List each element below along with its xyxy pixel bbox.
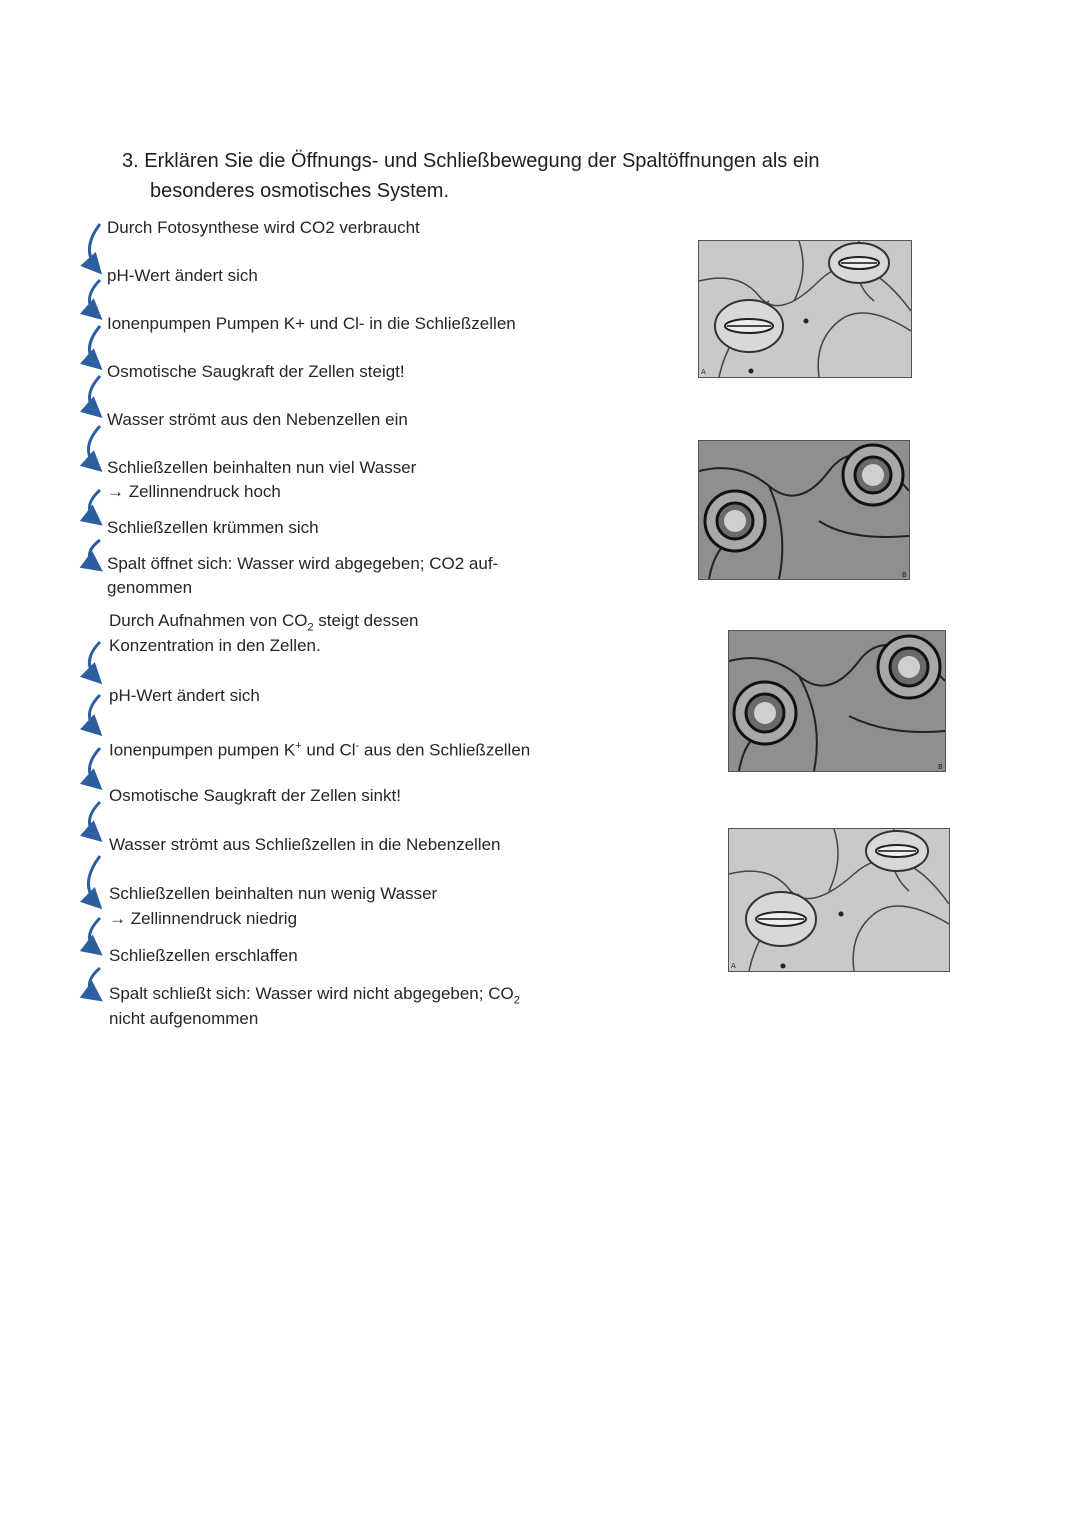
closing-step-6: Schließzellen beinhalten nun wenig Wasser <box>109 884 438 903</box>
closing-step-4: Osmotische Saugkraft der Zellen sinkt! <box>109 786 401 805</box>
closing-step-5: Wasser strömt aus Schließzellen in die Nebenzellen <box>109 835 501 854</box>
stoma-micrograph-closed-1 <box>698 240 912 378</box>
opening-step-2: pH-Wert ändert sich <box>107 266 258 285</box>
opening-step-5: Wasser strömt aus den Nebenzellen ein <box>107 410 408 429</box>
opening-step-6b: → Zellinnendruck hoch <box>107 482 281 501</box>
stoma-micrograph-closed-2 <box>728 828 950 972</box>
task-heading <box>122 146 922 206</box>
micrograph-label: B <box>938 763 943 771</box>
arrow-icon <box>88 426 100 468</box>
task-line-1: Erklären Sie die Öffnungs- und Schließbewegung der Spaltöffnungen als ein <box>144 150 820 172</box>
closing-step-1: Durch Aufnahmen von $CO_2$ steigt dessen <box>109 611 419 634</box>
opening-step-7: Schließzellen krümmen sich <box>107 518 319 537</box>
stoma-micrograph-open-2 <box>728 630 946 772</box>
arrow-icon <box>89 968 100 998</box>
arrow-icon <box>89 326 100 366</box>
closing-step-1b: Konzentration in den Zellen. <box>109 636 321 655</box>
closing-step-7: Schließzellen erschlaffen <box>109 946 298 965</box>
arrow-icon <box>88 856 100 905</box>
opening-step-8b: genommen <box>107 578 193 597</box>
arrow-icon <box>89 918 100 952</box>
micrograph-label: A <box>701 368 706 376</box>
arrow-icon <box>89 490 100 522</box>
opening-step-6: Schließzellen beinhalten nun viel Wasser <box>107 458 417 477</box>
closing-step-8b: nicht aufgenommen <box>109 1009 259 1028</box>
flow-arrows <box>0 0 110 1040</box>
opening-step-3: Ionenpumpen Pumpen K+ und Cl- in die Schließzellen <box>107 314 516 333</box>
closing-step-6b: → Zellinnendruck niedrig <box>109 909 298 928</box>
arrow-icon <box>89 376 100 414</box>
micrograph-label: B <box>902 571 907 579</box>
opening-step-8: Spalt öffnet sich: Wasser wird abgegeben; CO2 auf- <box>107 554 499 573</box>
closing-step-2: pH-Wert ändert sich <box>109 686 260 705</box>
closing-step-3: Ionenpumpen pumpen K+ und Cl- aus den Schließzellen <box>109 740 531 760</box>
stoma-micrograph-open-1 <box>698 440 910 580</box>
micrograph-label: A <box>731 962 736 970</box>
task-line-2: besonderes osmotisches System. <box>150 180 450 202</box>
opening-step-4: Osmotische Saugkraft der Zellen steigt! <box>107 362 405 381</box>
opening-step-1: Durch Fotosynthese wird CO2 verbraucht <box>107 218 420 237</box>
arrow-icon <box>89 540 100 568</box>
arrow-icon <box>89 280 100 316</box>
arrow-icon <box>89 802 100 838</box>
arrow-icon <box>89 695 100 732</box>
arrow-icon <box>89 224 100 270</box>
closing-step-8: Spalt schließt sich: Wasser wird nicht abgegeben; $CO_2$ <box>109 984 520 1007</box>
task-number: 3. <box>122 150 139 172</box>
arrow-icon <box>89 642 100 680</box>
arrow-icon <box>89 748 100 786</box>
